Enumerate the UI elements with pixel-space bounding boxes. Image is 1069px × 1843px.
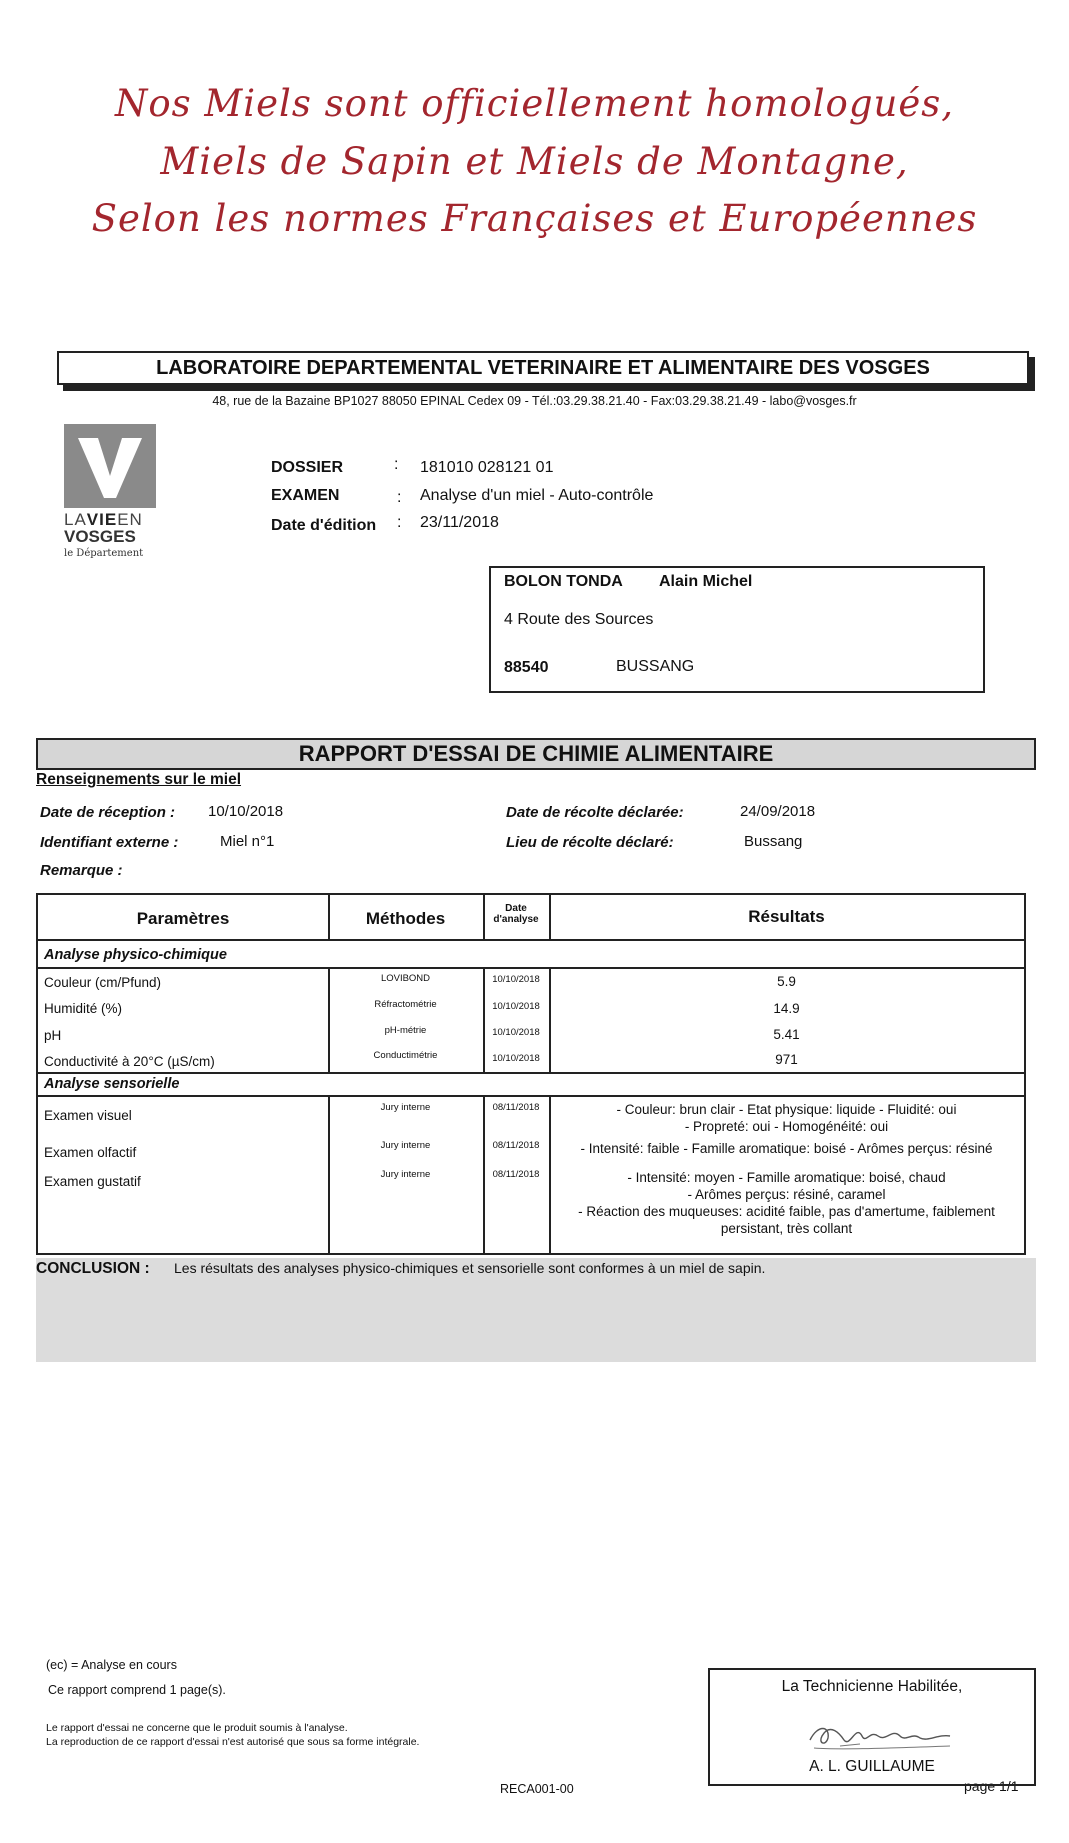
footer-pages: Ce rapport comprend 1 page(s). (48, 1683, 226, 1697)
examen-label: EXAMEN (271, 487, 340, 504)
ident-label: Identifiant externe : (40, 834, 179, 851)
lab-address: 48, rue de la Bazaine BP1027 88050 EPINAL Cedex 09 - Tél.:03.29.38.21.40 - Fax:03.29.38.21.49 - labo@vosges.fr (212, 394, 857, 408)
results-table: Paramètres Méthodes Date d'analyse Résultats Analyse physico-chimique Couleur (cm/Pfund) LOVIBOND 10/10/2018 5.9 Humidité (%) Réfractométrie 10/10/2018 14.9 pH pH-métrie 10/10/2018 5.41 Conductivité à 20°C (µS/cm) Conductimétrie 10/10/2018 971 Analyse sensorielle Examen visuel Jury interne 08/11/2018 - Couleur: brun clair - Etat physique: liquide - Fluidité: oui - Propreté: oui - Homogénéité: oui Examen olfactif Jury interne 08/11/2018 - Intensité: faible - Famille aromatique: boisé - Arômes perçus: résiné Examen gustatif Jury interne 08/11/2018 - Intensité: moyen - Famille aromatique: boisé, chaud - Arômes perçus: résiné, caramel - Réaction des muqueuses: acidité faible, pas d'amertume, faiblement persistant, très collant (36, 893, 1026, 1255)
reception-label: Date de réception : (40, 804, 176, 821)
footer-page: page 1/1 (964, 1778, 1019, 1794)
date-edition-value: 23/11/2018 (420, 514, 499, 531)
signature-box (708, 1668, 1036, 1786)
conclusion-label: CONCLUSION : (36, 1260, 150, 1277)
logo-v-icon (64, 424, 156, 508)
lab-title: LABORATOIRE DEPARTEMENTAL VETERINAIRE ET ALIMENTAIRE DES VOSGES (57, 351, 1029, 385)
reception-value: 10/10/2018 (208, 803, 284, 820)
signature-title: La Technicienne Habilitée, (781, 1678, 963, 1695)
section-renseignements: Renseignements sur le miel (36, 771, 242, 788)
recolte-date-value: 24/09/2018 (740, 803, 816, 820)
header-methodes: Méthodes (365, 909, 446, 928)
conclusion-text: Les résultats des analyses physico-chimiques et sensorielle sont conformes à un miel de sapin. (174, 1260, 766, 1276)
header-line-2: Miels de Sapin et Miels de Montagne, (160, 140, 909, 183)
recolte-lieu-value: Bussang (744, 833, 803, 850)
logo-text-departement: le Département (64, 548, 144, 559)
date-edition-label: Date d'édition (271, 517, 377, 534)
recolte-date-label: Date de récolte déclarée: (506, 804, 684, 821)
section-sensorielle: Analyse sensorielle (44, 1076, 180, 1092)
signature-scribble-icon (800, 1714, 960, 1761)
header-date-analyse: Date d'analyse (493, 903, 539, 925)
recipient-firstname: Alain Michel (659, 573, 753, 590)
logo-text-en: EN (117, 510, 143, 529)
recipient-postcode: 88540 (504, 659, 549, 676)
dossier-value: 181010 028121 01 (420, 459, 554, 476)
header-parametres: Paramètres (136, 909, 230, 928)
examen-value: Analyse d'un miel - Auto-contrôle (420, 487, 654, 504)
header-line-1: Nos Miels sont officiellement homologués, (114, 82, 954, 125)
recipient-name: BOLON TONDA (504, 573, 623, 590)
footer-ref: RECA001-00 (500, 1782, 574, 1796)
section-physico-chimique: Analyse physico-chimique (44, 947, 227, 963)
vosges-logo (64, 424, 156, 559)
dossier-colon: : (394, 456, 399, 473)
footer-note-2: La reproduction de ce rapport d'essai n'est autorisé que sous sa forme intégrale. (46, 1736, 420, 1748)
recipient-address-box (489, 566, 985, 693)
recipient-street: 4 Route des Sources (504, 611, 654, 628)
date-edition-colon: : (397, 514, 402, 531)
ident-value: Miel n°1 (220, 833, 275, 850)
header-line-3: Selon les normes Françaises et Européennes (91, 197, 978, 240)
footer-ec: (ec) = Analyse en cours (46, 1658, 177, 1672)
examen-colon: : (397, 489, 402, 506)
logo-text-vie: VIE (86, 510, 118, 529)
logo-text-la: LA (64, 510, 87, 529)
footer-note-1: Le rapport d'essai ne concerne que le produit soumis à l'analyse. (46, 1722, 348, 1734)
remarque-label: Remarque : (40, 862, 123, 879)
logo-text-vosges: VOSGES (64, 527, 136, 546)
recipient-city: BUSSANG (616, 658, 695, 675)
recolte-lieu-label: Lieu de récolte déclaré: (506, 834, 674, 851)
report-title: RAPPORT D'ESSAI DE CHIMIE ALIMENTAIRE (36, 738, 1036, 770)
dossier-label: DOSSIER (271, 459, 344, 476)
header-resultats: Résultats (748, 907, 825, 926)
signature-name: A. L. GUILLAUME (809, 1758, 935, 1775)
conclusion-area (36, 1258, 1036, 1362)
